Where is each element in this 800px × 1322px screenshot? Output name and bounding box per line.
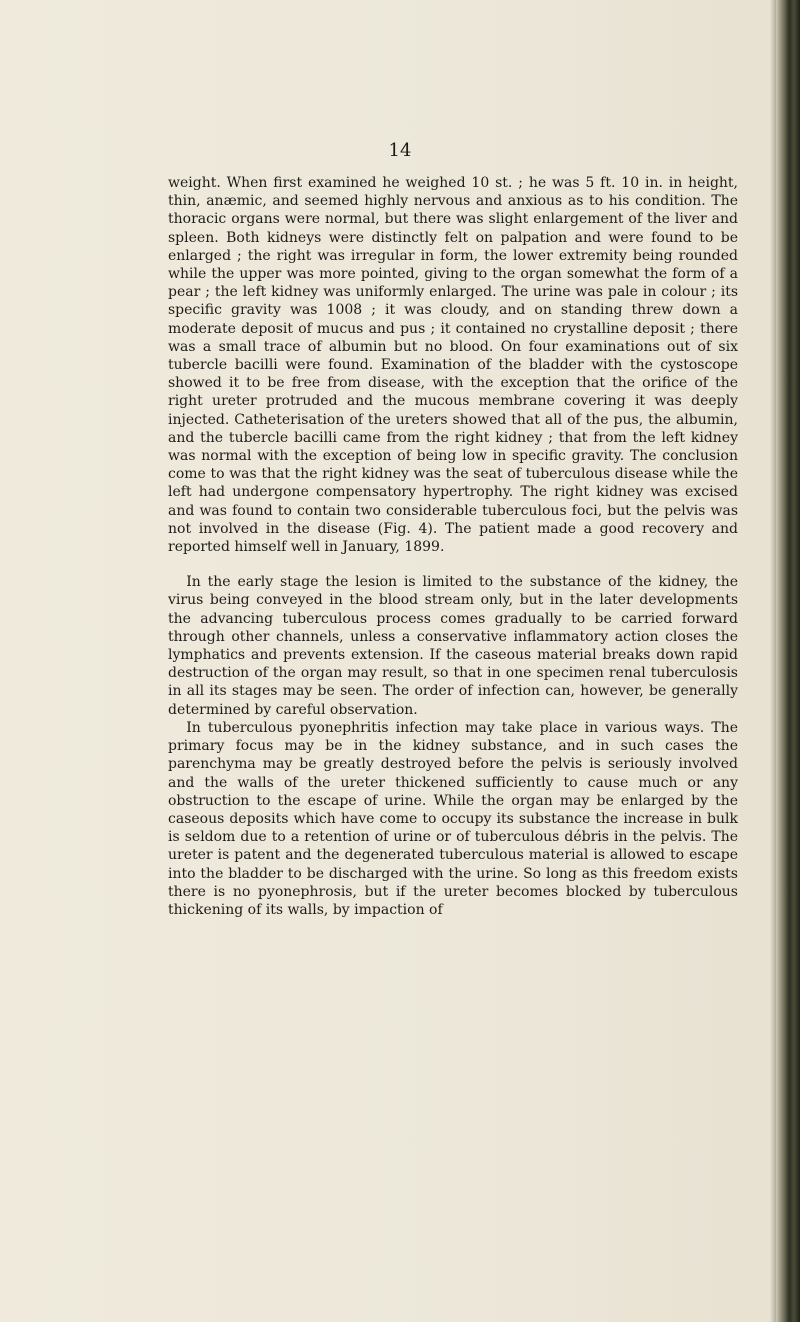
page-number: 14 [388,140,412,161]
paragraph-case-report: weight. When first examined he weighed 10 st. ; he was 5 ft. 10 in. in height, thin, anæmic, and seemed highly nervous and anxious as to his condition. The thoracic organs were normal, but there was slight enlargement of the liver and spleen. Both kidneys were distinctly felt on palpation and were found to be enlarged ; the right was irregular in form, the lower extremity being rounded while the upper was more pointed, giving to the organ somewhat the form of a pear ; the left kidney was uniformly enlarged. The urine was pale in colour ; its specific gravity was 1008 ; it was cloudy, and on standing threw down a moderate deposit of mucus and pus ; it contained no crystalline deposit ; there was a small trace of albumin but no blood. On four examinations out of six tubercle bacilli were found. Examination of the bladder with the cystoscope showed it to be free from disease, with the exception that the orifice of the right ureter protruded and the mucous membrane covering it was deeply injected. Catheterisation of the ureters showed that all of the pus, the albumin, and the tubercle bacilli came from the right kidney ; that from the left kidney was normal with the exception of being low in specific gravity. The conclusion come to was that the right kidney was the seat of tuberculous disease while the left had undergone compensatory hypertrophy. The right kidney was excised and was found to contain two considerable tuberculous foci, but the pelvis was not involved in the disease (Fig. 4). The patient made a good recovery and reported himself well in January, 1899. [168,175,738,556]
body-text [168,174,738,919]
paragraph-pyonephritis: In tuberculous pyonephritis infection may take place in various ways. The primary focus may be in the kidney substance, and in such cases the parenchyma may be greatly destroyed before the pelvis is seriously involved and the walls of the ureter thickened sufficiently to cause much or any obstruction to the escape of urine. While the organ may be enlarged by the caseous deposits which have come to occupy its substance the increase in bulk is seldom due to a retention of urine or of tuberculous débris in the pelvis. The ureter is patent and the degenerated tuberculous material is allowed to escape into the bladder to be discharged with the urine. So long as this freedom exists there is no pyonephrosis, but if the ureter becomes blocked by tuberculous thickening of its walls, by impaction of [168,719,738,918]
paragraph-early-stage: In the early stage the lesion is limited to the substance of the kidney, the virus being conveyed in the blood stream only, but in the later developments the advancing tuberculous process comes gradually to be carried forward through other channels, unless a conservative inflammatory action closes the lymphatics and prevents extension. If the caseous material breaks down rapid destruction of the organ may result, so that in one specimen renal tuberculosis in all its stages may be seen. The order of infection can, however, be generally determined by careful observation. [168,574,738,718]
book-spine [776,0,800,1322]
